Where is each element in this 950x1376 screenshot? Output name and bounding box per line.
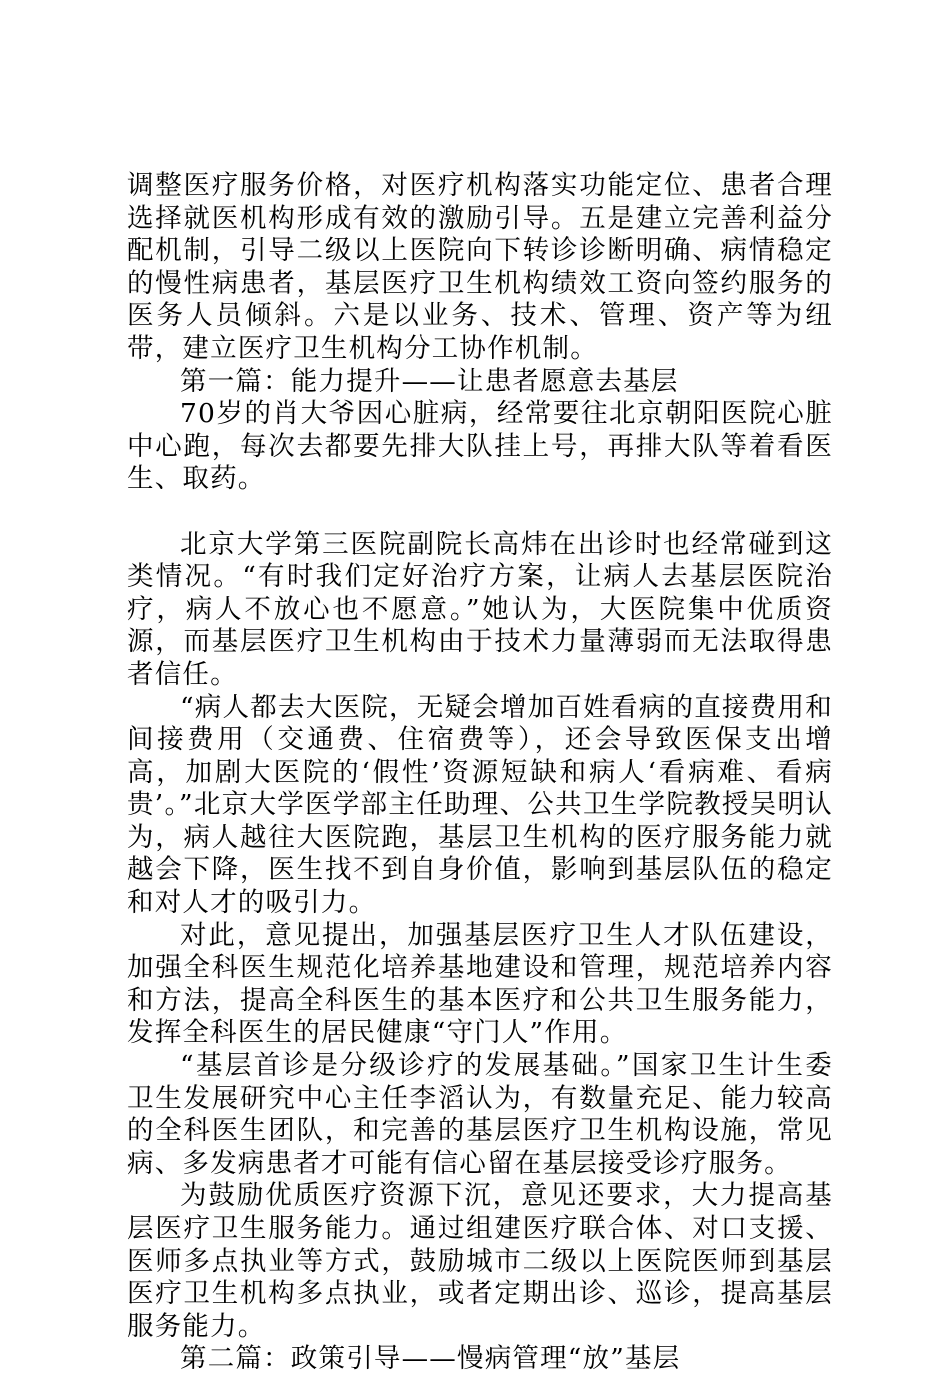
paragraph-continuation: 调整医疗服务价格，对医疗机构落实功能定位、患者合理选择就医机构形成有效的激励引导。五是建立完善利益分配机制，引导二级以上医院向下转诊诊断明确、病情稳定的慢性病患者，基层医疗卫生机构绩效工资向签约服务的医务人员倾斜。六是以业务、技术、管理、资产等为纽带，建立医疗卫生机构分工协作机制。 xyxy=(127,170,833,364)
paragraph: 对此，意见提出，加强基层医疗卫生人才队伍建设，加强全科医生规范化培养基地建设和管理，规范培养内容和方法，提高全科医生的基本医疗和公共卫生服务能力，发挥全科医生的居民健康“守门人”作用。 xyxy=(127,919,833,1049)
blank-line xyxy=(127,496,833,529)
paragraph: “病人都去大医院，无疑会增加百姓看病的直接费用和间接费用（交通费、住宿费等），还会导致医保支出增高，加剧大医院的‘假性’资源短缺和病人‘看病难、看病贵’。”北京大学医学部主任助理、公共卫生学院教授吴明认为，病人越往大医院跑，基层卫生机构的医疗服务能力就越会下降，医生找不到自身价值，影响到基层队伍的稳定和对人才的吸引力。 xyxy=(127,691,833,919)
section-heading-1: 第一篇：能力提升——让患者愿意去基层 xyxy=(180,365,679,397)
paragraph: 70岁的肖大爷因心脏病，经常要往北京朝阳医院心脏中心跑，每次去都要先排大队挂上号，再排大队等着看医生、取药。 xyxy=(127,398,833,495)
document-page xyxy=(127,170,833,1376)
paragraph: “基层首诊是分级诊疗的发展基础。”国家卫生计生委卫生发展研究中心主任李滔认为，有数量充足、能力较高的全科医生团队，和完善的基层医疗卫生机构设施，常见病、多发病患者才可能有信心留在基层接受诊疗服务。 xyxy=(127,1050,833,1179)
section-heading-2: 第二篇：政策引导——慢病管理“放”基层 xyxy=(180,1343,681,1375)
paragraph: 为鼓励优质医疗资源下沉，意见还要求，大力提高基层医疗卫生服务能力。通过组建医疗联合体、对口支援、医师多点执业等方式，鼓励城市二级以上医院医师到基层医疗卫生机构多点执业，或者定期出诊、巡诊，提高基层服务能力。 xyxy=(127,1180,833,1342)
paragraph: 北京大学第三医院副院长高炜在出诊时也经常碰到这类情况。“有时我们定好治疗方案，让病人去基层医院治疗，病人不放心也不愿意。”她认为，大医院集中优质资源，而基层医疗卫生机构由于技术力量薄弱而无法取得患者信任。 xyxy=(127,528,833,690)
